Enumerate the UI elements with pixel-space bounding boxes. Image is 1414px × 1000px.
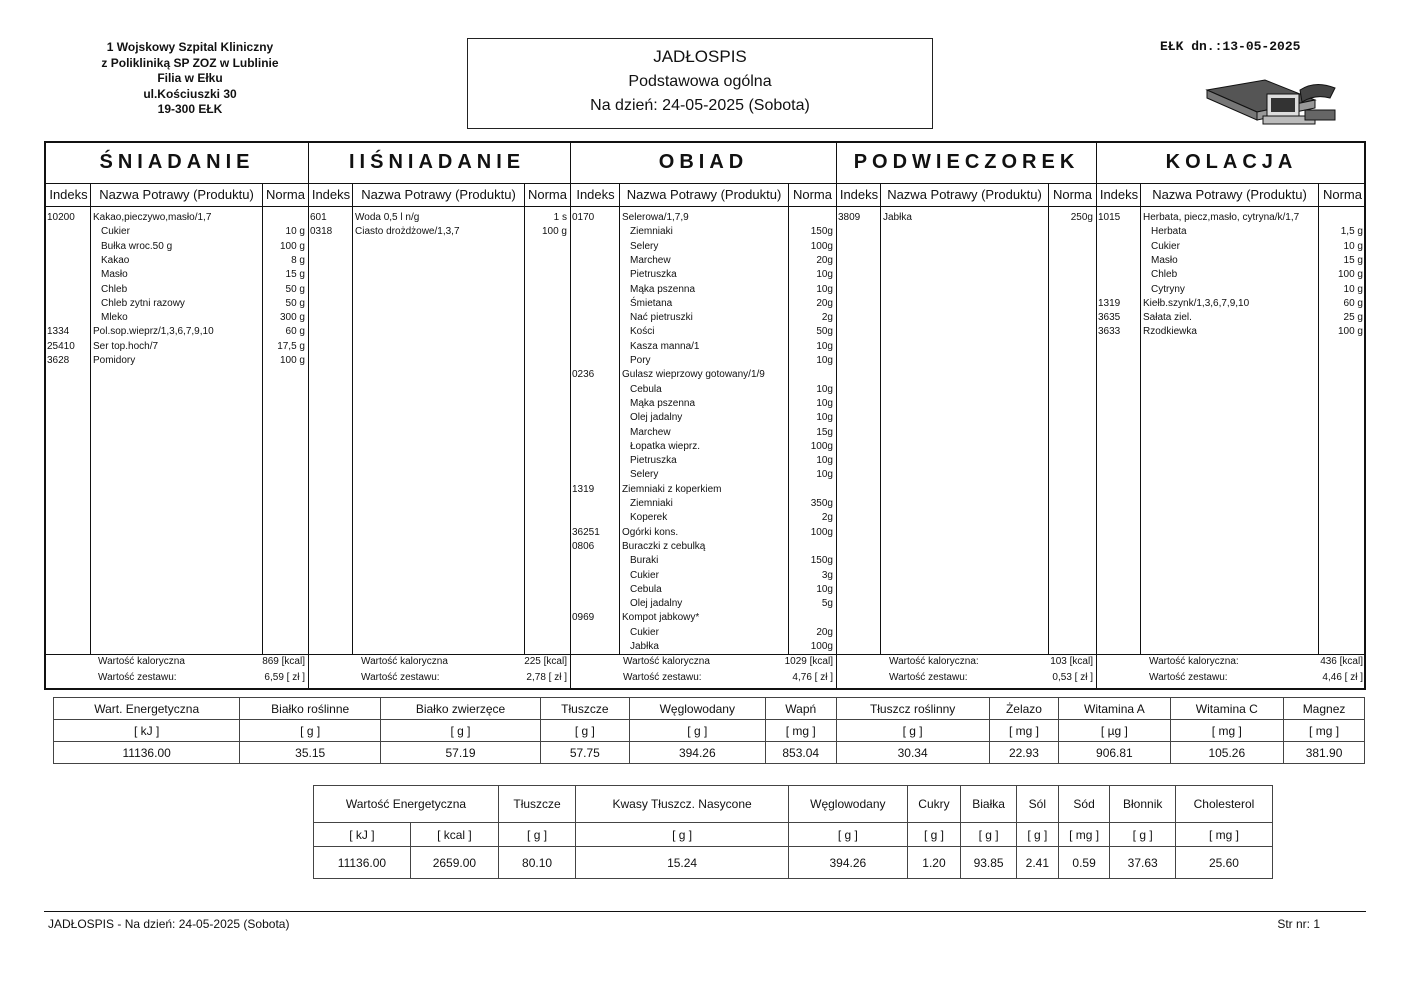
dish-norm: 10g	[816, 269, 833, 281]
col-header-name: Nazwa Potrawy (Produktu)	[361, 187, 516, 202]
ingredient-name: Masło	[101, 269, 128, 281]
dish-name: Pomidory	[93, 355, 136, 366]
nutrient-header: Witamina A	[1059, 698, 1170, 720]
dish-norm: 3g	[821, 569, 833, 581]
dish-norm: 100 g	[1337, 326, 1363, 338]
nutrient-unit: [ g ]	[240, 720, 381, 742]
nutrients-table-1	[53, 697, 1365, 764]
dish-index: 3635	[1098, 312, 1121, 324]
ingredient-name: Pietruszka	[630, 455, 677, 467]
dish-name: Kiełb.szynk/1,3,6,7,9,10	[1143, 297, 1250, 309]
nutrient-header: Kwasy Tłuszcz. Nasycone	[576, 786, 789, 823]
nutrient-unit: [ g ]	[1110, 823, 1175, 847]
dish-norm: 10 g	[1343, 283, 1363, 295]
nutrient-value: 80.10	[498, 847, 575, 879]
nutrient-value: 11136.00	[314, 847, 411, 879]
dish-norm: 10g	[816, 455, 833, 467]
nutrient-header: Białka	[961, 786, 1017, 823]
nutrient-unit: [ mg ]	[1175, 823, 1272, 847]
dish-name: Ogórki kons.	[622, 526, 679, 538]
dish-norm: 50 g	[285, 297, 305, 309]
meal-plan-table	[44, 141, 1366, 690]
afternoon-snack-set-cost-value: 0,53 [ zł ]	[1052, 672, 1093, 683]
dish-norm: 10g	[816, 583, 833, 595]
dish-norm: 150g	[810, 555, 833, 567]
books-computer-illustration	[1205, 70, 1340, 130]
second-breakfast-calorie-value: 225 [kcal]	[524, 656, 567, 667]
ingredient-name: Cebula	[630, 583, 662, 595]
institution-line: 19-300 EŁK	[157, 102, 223, 116]
dish-norm: 20g	[816, 254, 833, 266]
nutrient-value: 37.63	[1110, 847, 1175, 879]
dish-norm: 15g	[816, 426, 833, 438]
col-header-index: Indeks	[311, 187, 351, 202]
dish-norm: 20g	[816, 297, 833, 309]
menu-date: Na dzień: 24-05-2025 (Sobota)	[590, 97, 810, 114]
nutrient-header: Tłuszcze	[498, 786, 575, 823]
nutrient-header: Sód	[1058, 786, 1110, 823]
dish-norm: 5g	[821, 598, 833, 610]
ingredient-name: Śmietana	[630, 297, 673, 309]
page-number: Str nr: 1	[1277, 917, 1320, 931]
dish-norm: 100 g	[1337, 269, 1363, 281]
nutrient-value: 2.41	[1016, 847, 1058, 879]
dish-name: Woda 0,5 l n/g	[355, 212, 420, 223]
dish-name: Kakao,pieczywo,masło/1,7	[93, 212, 212, 223]
second-breakfast-set-cost-value: 2,78 [ zł ]	[526, 672, 567, 683]
footer-rule	[44, 911, 1366, 912]
ingredient-name: Koperek	[630, 512, 668, 524]
dinner-set-cost-label: Wartość zestawu:	[1149, 672, 1228, 683]
dish-index: 10200	[47, 212, 75, 223]
nutrient-unit: [ g ]	[789, 823, 908, 847]
ingredient-name: Marchew	[630, 426, 671, 438]
dish-index: 1334	[47, 326, 70, 338]
nutrient-unit: [ µg ]	[1059, 720, 1170, 742]
dish-index: 3633	[1098, 326, 1121, 338]
nutrient-unit: [ g ]	[576, 823, 789, 847]
dish-index: 601	[310, 212, 327, 223]
dish-name: Gulasz wieprzowy gotowany/1/9	[622, 369, 765, 381]
footer-title: JADŁOSPIS - Na dzień: 24-05-2025 (Sobota)	[48, 917, 290, 931]
ingredient-name: Herbata	[1151, 226, 1187, 238]
ingredient-name: Marchew	[630, 254, 671, 266]
dish-name: Ziemniaki z koperkiem	[622, 483, 722, 495]
lunch-set-cost-label: Wartość zestawu:	[623, 672, 702, 683]
nutrient-value: 57.19	[381, 742, 541, 764]
ingredient-name: Olej jadalny	[630, 412, 683, 424]
institution-address	[60, 40, 320, 118]
dish-norm: 10g	[816, 383, 833, 395]
col-header-norm: Norma	[265, 187, 305, 202]
nutrient-unit: [ g ]	[907, 823, 961, 847]
nutrient-unit: [ g ]	[961, 823, 1017, 847]
col-header-index: Indeks	[839, 187, 879, 202]
second-breakfast-set-cost-label: Wartość zestawu:	[361, 672, 440, 683]
dish-norm: 60 g	[285, 326, 305, 338]
dish-index: 25410	[47, 340, 75, 352]
ingredient-name: Selery	[630, 469, 659, 481]
dish-norm: 2g	[821, 512, 833, 524]
dish-norm: 10g	[816, 340, 833, 352]
col-header-name: Nazwa Potrawy (Produktu)	[887, 187, 1042, 202]
dish-index: 3628	[47, 355, 70, 366]
nutrient-unit: [ mg ]	[765, 720, 836, 742]
dish-norm: 100g	[810, 440, 833, 452]
nutrient-unit: [ g ]	[1016, 823, 1058, 847]
institution-line: z Polikliniką SP ZOZ w Lublinie	[101, 55, 279, 70]
dish-norm: 50 g	[285, 283, 305, 295]
nutrient-value: 381.90	[1284, 742, 1365, 764]
ingredient-name: Masło	[1151, 254, 1178, 266]
ingredient-name: Kakao	[101, 254, 130, 266]
nutrient-header: Magnez	[1284, 698, 1365, 720]
dish-index: 36251	[572, 526, 600, 538]
nutrient-value: 2659.00	[410, 847, 498, 879]
col-header-name: Nazwa Potrawy (Produktu)	[626, 187, 782, 202]
page-title: JADŁOSPIS	[653, 47, 747, 66]
afternoon-snack-calorie-value: 103 [kcal]	[1050, 656, 1093, 667]
ingredient-name: Olej jadalny	[630, 598, 683, 610]
col-header-norm: Norma	[527, 187, 567, 202]
nutrient-unit: [ kJ ]	[54, 720, 240, 742]
nutrient-unit: [ g ]	[629, 720, 765, 742]
dish-norm: 100g	[810, 641, 833, 652]
dish-index: 1319	[572, 483, 595, 495]
nutrient-unit: [ mg ]	[1058, 823, 1110, 847]
dish-index: 0236	[572, 369, 595, 381]
nutrient-header: Witamina C	[1170, 698, 1284, 720]
dish-norm: 100 g	[541, 226, 567, 238]
col-header-norm: Norma	[1322, 187, 1362, 202]
dish-norm: 350g	[810, 498, 833, 509]
ingredient-name: Cukier	[1151, 240, 1180, 252]
ingredient-name: Chleb	[101, 283, 128, 295]
dish-name: Rzodkiewka	[1143, 326, 1197, 338]
dish-norm: 100g	[810, 240, 833, 252]
nutrient-header: Żelazo	[989, 698, 1059, 720]
nutrient-header: Cukry	[907, 786, 961, 823]
dish-norm: 10g	[816, 283, 833, 295]
dish-norm: 100 g	[279, 240, 305, 252]
dish-index: 3809	[838, 212, 861, 223]
col-header-name: Nazwa Potrawy (Produktu)	[1152, 187, 1307, 202]
ingredient-name: Kości	[630, 326, 655, 338]
dish-name: Jabłka	[883, 212, 912, 223]
ingredient-name: Buraki	[630, 555, 659, 567]
ingredient-name: Nać pietruszki	[630, 312, 693, 324]
dish-norm: 17,5 g	[277, 340, 305, 352]
nutrient-value: 105.26	[1170, 742, 1284, 764]
title-box	[467, 38, 933, 129]
meal-title-lunch: OBIAD	[658, 151, 749, 173]
dish-norm: 2g	[821, 312, 833, 324]
ingredient-name: Mąka pszenna	[630, 397, 696, 409]
dish-norm: 100g	[810, 526, 833, 538]
afternoon-snack-set-cost-label: Wartość zestawu:	[889, 672, 968, 683]
nutrient-value: 394.26	[629, 742, 765, 764]
nutrient-unit: [ kJ ]	[314, 823, 411, 847]
nutrient-header: Białko zwierzęce	[381, 698, 541, 720]
ingredient-name: Ziemniaki	[630, 226, 673, 238]
dish-index: 0806	[572, 540, 595, 552]
dish-index: 1319	[1098, 297, 1121, 309]
diet-name: Podstawowa ogólna	[628, 73, 772, 90]
col-header-index: Indeks	[49, 187, 88, 202]
dish-norm: 150g	[810, 226, 833, 238]
dish-norm: 10g	[816, 397, 833, 409]
nutrient-unit: [ g ]	[836, 720, 989, 742]
issue-date: EŁK dn.:13-05-2025	[1160, 39, 1301, 54]
ingredient-name: Mąka pszenna	[630, 283, 696, 295]
dish-name: Pol.sop.wieprz/1,3,6,7,9,10	[93, 326, 214, 338]
nutrient-value: 11136.00	[54, 742, 240, 764]
nutrient-header: Tłuszcz roślinny	[836, 698, 989, 720]
ingredient-name: Ziemniaki	[630, 498, 673, 509]
ingredient-name: Cukier	[630, 569, 659, 581]
ingredient-name: Cukier	[101, 226, 130, 238]
institution-line: 1 Wojskowy Szpital Kliniczny	[106, 40, 274, 54]
nutrient-unit: [ g ]	[381, 720, 541, 742]
nutrient-value: 1.20	[907, 847, 961, 879]
dish-norm: 60 g	[1343, 297, 1363, 309]
meal-title-afternoon-snack: PODWIECZOREK	[853, 151, 1080, 173]
ingredient-name: Chleb zytni razowy	[101, 297, 185, 309]
dish-norm: 8 g	[291, 254, 305, 266]
institution-line: Filia w Ełku	[157, 71, 223, 85]
nutrients-table-2	[313, 785, 1273, 879]
dish-name: Kompot jabkowy*	[622, 612, 700, 624]
nutrient-unit: [ g ]	[498, 823, 575, 847]
ingredient-name: Selery	[630, 240, 659, 252]
nutrient-header: Tłuszcze	[540, 698, 629, 720]
nutrient-value: 30.34	[836, 742, 989, 764]
nutrient-header: Wart. Energetyczna	[54, 698, 240, 720]
breakfast-set-cost-label: Wartość zestawu:	[98, 672, 177, 683]
ingredient-name: Cebula	[630, 383, 662, 395]
ingredient-name: Kasza manna/1	[630, 340, 700, 352]
meal-title-breakfast: ŚNIADANIE	[99, 151, 255, 173]
ingredient-name: Cukier	[630, 626, 659, 638]
ingredient-name: Chleb	[1151, 269, 1178, 281]
dish-name: Ser top.hoch/7	[93, 340, 159, 352]
nutrient-unit: [ mg ]	[1284, 720, 1365, 742]
dinner-calorie-value: 436 [kcal]	[1320, 656, 1363, 667]
dinner-calorie-label: Wartość kaloryczna:	[1149, 656, 1239, 667]
nutrient-header: Węglowodany	[629, 698, 765, 720]
dish-index: 1015	[1098, 212, 1121, 223]
nutrient-unit: [ mg ]	[1170, 720, 1284, 742]
dish-norm: 50g	[816, 326, 833, 338]
nutrient-header: Błonnik	[1110, 786, 1175, 823]
dish-norm: 10 g	[1343, 240, 1363, 252]
nutrient-unit: [ g ]	[540, 720, 629, 742]
breakfast-calorie-value: 869 [kcal]	[262, 656, 305, 667]
nutrient-value: 15.24	[576, 847, 789, 879]
nutrient-value: 57.75	[540, 742, 629, 764]
col-header-index: Indeks	[1099, 187, 1139, 202]
ingredient-name: Pory	[630, 355, 651, 366]
breakfast-calorie-label: Wartość kaloryczna	[98, 656, 185, 667]
dish-norm: 1 s	[553, 212, 567, 223]
ingredient-name: Mleko	[101, 312, 128, 324]
dish-norm: 100 g	[279, 355, 305, 366]
nutrient-value: 906.81	[1059, 742, 1170, 764]
meal-title-dinner: KOLACJA	[1165, 151, 1298, 173]
nutrient-value: 25.60	[1175, 847, 1272, 879]
dish-norm: 15 g	[1343, 254, 1363, 266]
nutrient-header: Węglowodany	[789, 786, 908, 823]
dish-norm: 10g	[816, 412, 833, 424]
dinner-set-cost-value: 4,46 [ zł ]	[1322, 672, 1363, 683]
breakfast-set-cost-value: 6,59 [ zł ]	[264, 672, 305, 683]
dish-norm: 1,5 g	[1340, 226, 1363, 238]
col-header-name: Nazwa Potrawy (Produktu)	[99, 187, 254, 202]
nutrient-value: 93.85	[961, 847, 1017, 879]
dish-norm: 25 g	[1343, 312, 1363, 324]
ingredient-name: Jabłka	[630, 641, 659, 652]
dish-index: 0170	[572, 212, 595, 223]
ingredient-name: Łopatka wieprz.	[630, 440, 701, 452]
meal-title-second-breakfast: IIŚNIADANIE	[349, 151, 526, 173]
dish-name: Selerowa/1,7,9	[622, 212, 689, 223]
nutrient-header: Białko roślinne	[240, 698, 381, 720]
dish-norm: 10 g	[285, 226, 305, 238]
afternoon-snack-calorie-label: Wartość kaloryczna:	[889, 656, 979, 667]
dish-norm: 300 g	[279, 312, 305, 324]
dish-name: Sałata ziel.	[1143, 312, 1192, 324]
nutrient-value: 22.93	[989, 742, 1059, 764]
dish-index: 0969	[572, 612, 595, 624]
lunch-calorie-label: Wartość kaloryczna	[623, 656, 710, 667]
dish-index: 0318	[310, 226, 333, 238]
dish-norm: 10g	[816, 469, 833, 481]
lunch-calorie-value: 1029 [kcal]	[784, 656, 833, 667]
institution-line: ul.Kościuszki 30	[143, 86, 237, 101]
ingredient-name: Cytryny	[1151, 283, 1185, 295]
lunch-set-cost-value: 4,76 [ zł ]	[792, 672, 833, 683]
nutrient-header: Wartość Energetyczna	[314, 786, 499, 823]
nutrient-unit: [ kcal ]	[410, 823, 498, 847]
nutrient-value: 394.26	[789, 847, 908, 879]
col-header-norm: Norma	[1052, 187, 1092, 202]
dish-name: Buraczki z cebulką	[622, 540, 706, 552]
nutrient-header: Wapń	[765, 698, 836, 720]
ingredient-name: Pietruszka	[630, 269, 677, 281]
nutrient-value: 35.15	[240, 742, 381, 764]
dish-name: Herbata, piecz,masło, cytryna/k/1,7	[1143, 212, 1300, 223]
col-header-norm: Norma	[792, 187, 832, 202]
dish-norm: 250g	[1070, 212, 1093, 223]
nutrient-header: Cholesterol	[1175, 786, 1272, 823]
nutrient-value: 853.04	[765, 742, 836, 764]
dish-name: Ciasto drożdżowe/1,3,7	[355, 226, 460, 238]
ingredient-name: Bułka wroc.50 g	[101, 240, 173, 252]
nutrient-unit: [ mg ]	[989, 720, 1059, 742]
nutrient-header: Sól	[1016, 786, 1058, 823]
dish-norm: 15 g	[285, 269, 305, 281]
nutrient-value: 0.59	[1058, 847, 1110, 879]
second-breakfast-calorie-label: Wartość kaloryczna	[361, 656, 448, 667]
col-header-index: Indeks	[576, 187, 615, 202]
dish-norm: 10g	[816, 355, 833, 366]
dish-norm: 20g	[816, 626, 833, 638]
